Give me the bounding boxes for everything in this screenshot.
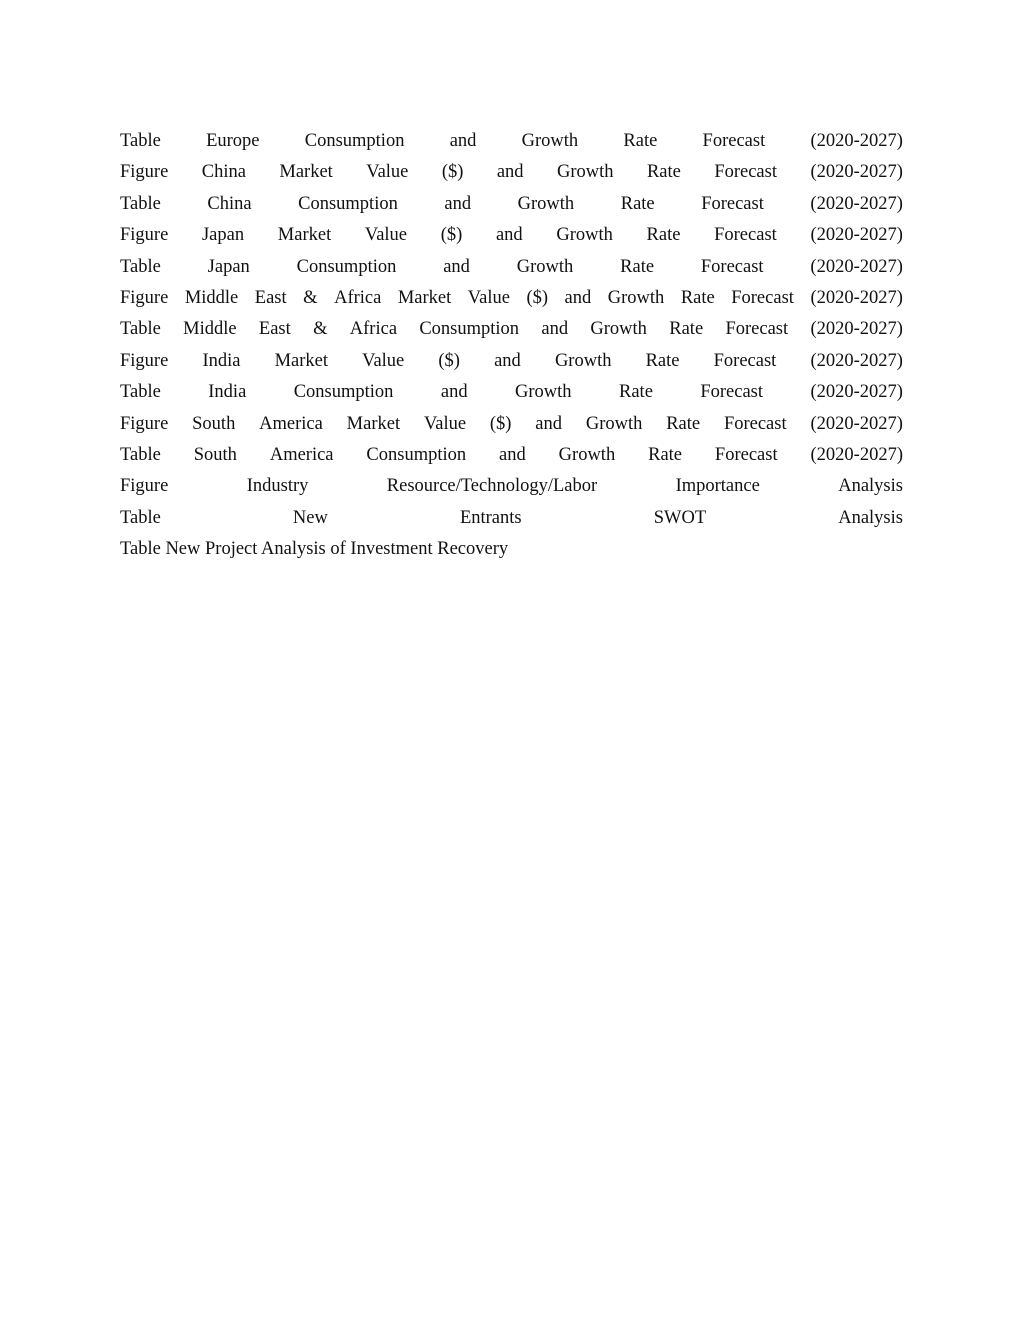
- toc-word: Rate: [645, 350, 680, 371]
- toc-word: America: [269, 444, 334, 465]
- toc-word: South: [193, 444, 237, 465]
- toc-word: Growth: [554, 350, 612, 371]
- toc-word: Consumption: [296, 256, 397, 277]
- toc-word: Growth: [516, 256, 574, 277]
- toc-line: [120, 283, 903, 314]
- toc-word: (2020-2027): [810, 413, 903, 434]
- toc-word: Forecast: [714, 162, 777, 183]
- toc-word: Growth: [607, 287, 665, 308]
- toc-line: [120, 409, 903, 440]
- toc-word: (2020-2027): [810, 319, 903, 340]
- toc-word: Growth: [557, 162, 614, 183]
- toc-word: and: [564, 287, 592, 308]
- toc-word: and: [496, 162, 524, 183]
- toc-line: [120, 252, 903, 283]
- toc-word: India: [202, 350, 241, 371]
- toc-word: Growth: [590, 319, 647, 340]
- toc-word: Table: [120, 193, 161, 214]
- toc-line: [120, 157, 903, 188]
- toc-word: Table: [120, 131, 161, 151]
- toc-word: Growth: [556, 225, 613, 246]
- toc-word: SWOT: [653, 507, 707, 528]
- toc-word: Rate: [669, 319, 704, 340]
- toc-word: Table: [120, 382, 161, 403]
- toc-word: Growth: [585, 413, 643, 434]
- toc-word: Growth: [517, 193, 575, 214]
- toc-word: Japan: [207, 256, 250, 277]
- toc-word: (2020-2027): [810, 382, 903, 403]
- toc-word: Middle: [184, 287, 239, 308]
- toc-word: Forecast: [723, 413, 787, 434]
- toc-line: [120, 440, 903, 471]
- toc-line: [120, 503, 903, 534]
- toc-word: Market: [397, 287, 452, 308]
- toc-word: Analysis: [838, 507, 903, 528]
- toc-word: East: [258, 319, 291, 340]
- toc-word: Forecast: [713, 350, 777, 371]
- toc-word: Japan: [201, 225, 245, 246]
- toc-word: Rate: [619, 382, 653, 403]
- toc-word: Rate: [648, 444, 683, 465]
- toc-line: [120, 346, 903, 377]
- toc-word: Forecast: [701, 193, 764, 214]
- toc-word: Consumption: [293, 382, 394, 403]
- toc-word: Consumption: [298, 193, 398, 214]
- toc-word: (2020-2027): [810, 287, 903, 308]
- toc-word: ($): [440, 225, 463, 246]
- toc-word: and: [541, 319, 569, 340]
- toc-word: (2020-2027): [810, 225, 903, 246]
- toc-line: [120, 189, 903, 220]
- toc-word: Consumption: [419, 319, 520, 340]
- toc-word: and: [444, 193, 472, 214]
- toc-word: Forecast: [702, 131, 766, 151]
- toc-word: South: [192, 413, 236, 434]
- toc-word: Market: [274, 350, 329, 371]
- toc-word: Table: [120, 507, 161, 528]
- toc-word: China: [207, 193, 252, 214]
- toc-word: Industry: [246, 476, 309, 497]
- toc-word: ($): [441, 162, 464, 183]
- toc-word: Middle: [183, 319, 237, 340]
- toc-word: (2020-2027): [810, 162, 903, 183]
- toc-word: Growth: [515, 382, 572, 403]
- toc-word: Africa: [349, 319, 398, 340]
- list-of-figures-and-tables: [120, 126, 903, 565]
- toc-word: Value: [364, 225, 408, 246]
- toc-word: Growth: [521, 131, 579, 151]
- toc-word: Entrants: [459, 507, 522, 528]
- toc-word: Market: [277, 225, 332, 246]
- toc-word: Figure: [120, 225, 169, 246]
- toc-word: (2020-2027): [810, 444, 903, 465]
- toc-line: [120, 220, 903, 251]
- toc-word: Figure: [120, 162, 169, 183]
- toc-word: (2020-2027): [810, 256, 903, 277]
- toc-line-last: Table New Project Analysis of Investment Recovery: [120, 539, 509, 560]
- toc-word: Forecast: [714, 225, 777, 246]
- toc-word: ($): [489, 413, 512, 434]
- toc-word: Forecast: [731, 287, 794, 308]
- toc-word: Forecast: [700, 256, 764, 277]
- toc-word: America: [259, 413, 323, 434]
- toc-word: Figure: [120, 413, 169, 434]
- toc-word: Rate: [666, 413, 701, 434]
- toc-word: Growth: [558, 444, 616, 465]
- toc-word: ($): [526, 287, 549, 308]
- toc-word: Rate: [620, 256, 655, 277]
- toc-word: and: [494, 350, 521, 371]
- toc-word: and: [535, 413, 563, 434]
- toc-word: and: [449, 131, 477, 151]
- toc-word: Analysis: [838, 476, 903, 497]
- toc-line: [120, 314, 903, 345]
- toc-line: [120, 377, 903, 408]
- toc-line: [120, 126, 903, 157]
- toc-word: Europe: [206, 131, 260, 151]
- toc-word: Forecast: [700, 382, 764, 403]
- toc-word: Value: [362, 350, 405, 371]
- toc-word: Market: [279, 162, 333, 183]
- toc-word: Figure: [120, 476, 169, 497]
- toc-word: Table: [120, 444, 161, 465]
- toc-word: Rate: [680, 287, 715, 308]
- toc-line: [120, 471, 903, 502]
- toc-word: Rate: [646, 225, 681, 246]
- toc-word: Table: [120, 319, 161, 340]
- toc-word: Rate: [620, 193, 655, 214]
- toc-word: Forecast: [725, 319, 789, 340]
- toc-word: Rate: [646, 162, 681, 183]
- toc-word: Rate: [623, 131, 658, 151]
- toc-word: Table: [120, 256, 161, 277]
- toc-word: New: [292, 507, 328, 528]
- toc-word: and: [443, 256, 470, 277]
- toc-word: Value: [467, 287, 510, 308]
- toc-word: Africa: [334, 287, 382, 308]
- toc-word: and: [495, 225, 523, 246]
- toc-word: Value: [366, 162, 409, 183]
- toc-word: ($): [438, 350, 460, 371]
- toc-word: Consumption: [304, 131, 405, 151]
- toc-word: Consumption: [366, 444, 467, 465]
- toc-word: Market: [346, 413, 401, 434]
- toc-word: and: [499, 444, 526, 465]
- toc-word: (2020-2027): [810, 131, 903, 151]
- toc-word: Importance: [675, 476, 760, 497]
- toc-word: India: [208, 382, 247, 403]
- toc-word: China: [201, 162, 246, 183]
- toc-word: (2020-2027): [810, 350, 903, 371]
- toc-word: Figure: [120, 287, 169, 308]
- toc-word: Value: [423, 413, 467, 434]
- toc-word: Figure: [120, 350, 169, 371]
- toc-word: Forecast: [714, 444, 778, 465]
- toc-word: and: [440, 382, 468, 403]
- toc-word: Resource/Technology/Labor: [386, 476, 598, 497]
- toc-word: &: [313, 319, 328, 340]
- toc-word: &: [303, 287, 318, 308]
- toc-word: East: [254, 287, 287, 308]
- toc-word: (2020-2027): [810, 193, 903, 214]
